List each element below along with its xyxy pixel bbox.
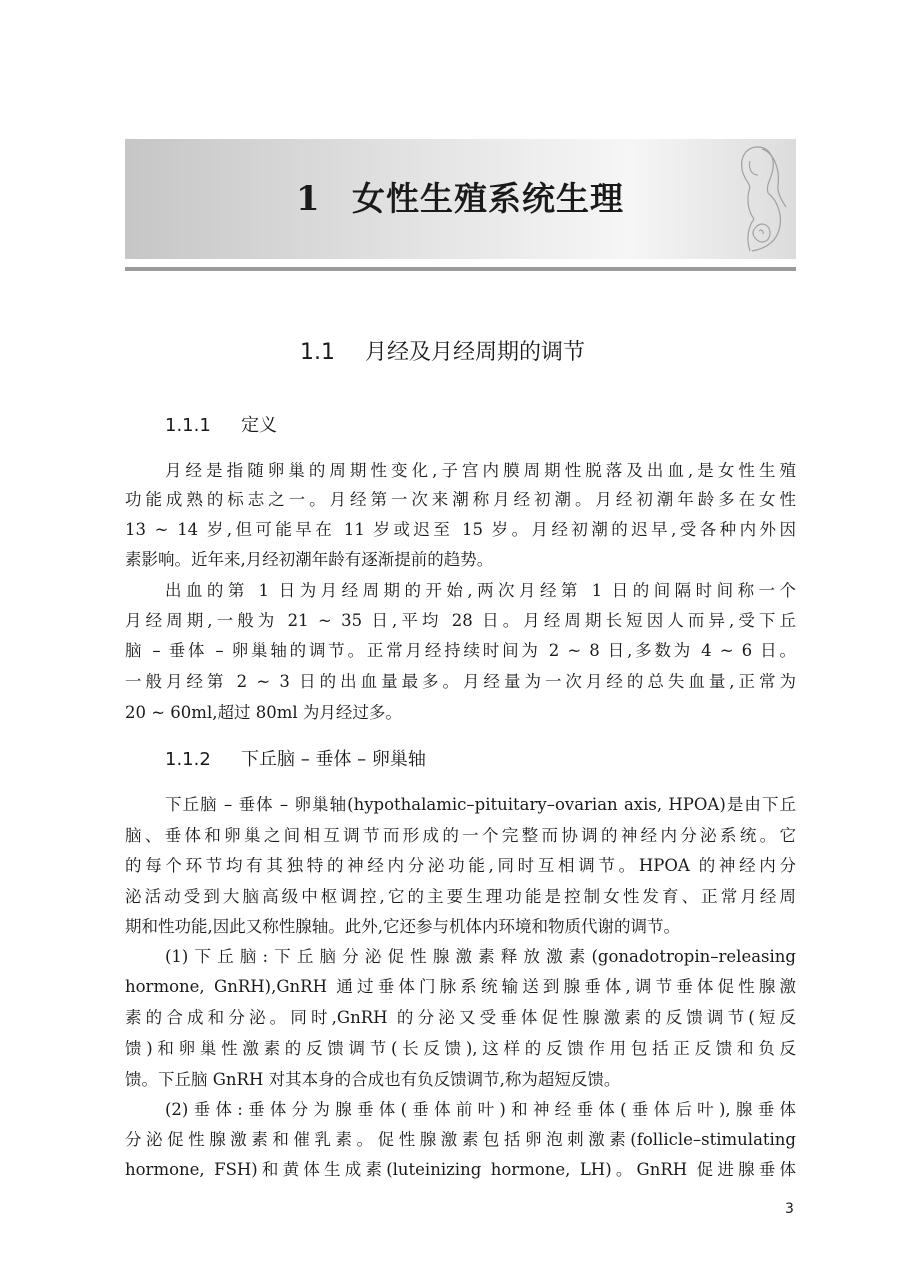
paragraph-line: 素影响。近年来,月经初潮年龄有逐渐提前的趋势。 [125,550,494,569]
paragraph-line: 的每个环节均有其独特的神经内分泌功能,同时互相调节。HPOA 的神经内分 [125,856,796,875]
subsection-title: 下丘脑 – 垂体 – 卵巢轴 [241,749,426,770]
section-heading [300,336,585,370]
paragraph-line: 馈)和卵巢性激素的反馈调节(长反馈),这样的反馈作用包括正反馈和负反 [125,1039,796,1058]
paragraph-line: 20 ~ 60ml,超过 80ml 为月经过多。 [125,703,402,722]
chapter-number: 1 [296,179,320,219]
paragraph-line: 出血的第 1 日为月经周期的开始,两次月经第 1 日的间隔时间称一个 [165,581,796,600]
chapter-title: 女性生殖系统生理 [352,179,624,218]
paragraph-line: 脑、垂体和卵巢之间相互调节而形成的一个完整而协调的神经内分泌系统。它 [125,826,796,845]
subsection-title: 定义 [241,415,277,436]
paragraph-line: 馈。下丘脑 GnRH 对其本身的合成也有负反馈调节,称为超短反馈。 [125,1070,621,1089]
subsection-heading [165,746,426,774]
paragraph-line: 分泌促性腺激素和催乳素。促性腺激素包括卵泡刺激素(follicle–stimulating [125,1130,796,1149]
paragraph-line: 功能成熟的标志之一。月经第一次来潮称月经初潮。月经初潮年龄多在女性 [125,490,796,509]
paragraph-line: hormone, GnRH),GnRH 通过垂体门脉系统输送到腺垂体,调节垂体促性腺激 [125,977,796,996]
paragraph-line: 期和性功能,因此又称性腺轴。此外,它还参与机体内环境和物质代谢的调节。 [125,917,680,936]
paragraph-line: 下丘脑 – 垂体 – 卵巢轴(hypothalamic–pituitary–ovarian axis, HPOA)是由下丘 [165,795,796,814]
paragraph-line: 一般月经第 2 ~ 3 日的出血量最多。月经量为一次月经的总失血量,正常为 [125,672,796,691]
paragraph-line: (1)下丘脑:下丘脑分泌促性腺激素释放激素(gonadotropin–releasing [165,947,796,966]
paragraph-line: 脑 – 垂体 – 卵巢轴的调节。正常月经持续时间为 2 ~ 8 日,多数为 4 ~ 6 日。 [125,641,796,660]
page-number: 3 [785,1201,794,1217]
subsection-heading [165,412,277,440]
subsection-number: 1.1.1 [165,415,211,436]
paragraph-line: 月经是指随卵巢的周期性变化,子宫内膜周期性脱落及出血,是女性生殖 [165,461,796,480]
subsection-number: 1.1.2 [165,749,211,770]
paragraph-line: 13 ~ 14 岁,但可能早在 11 岁或迟至 15 岁。月经初潮的迟早,受各种内外因 [125,520,796,539]
pregnant-woman-silhouette-icon [728,141,792,257]
paragraph-line: 泌活动受到大脑高级中枢调控,它的主要生理功能是控制女性发育、正常月经周 [125,887,796,906]
paragraph-line: (2)垂体:垂体分为腺垂体(垂体前叶)和神经垂体(垂体后叶),腺垂体 [165,1100,796,1119]
paragraph-line: hormone, FSH)和黄体生成素(luteinizing hormone, LH)。GnRH 促进腺垂体 [125,1160,796,1179]
section-number: 1.1 [300,340,335,365]
paragraph-line: 素的合成和分泌。同时,GnRH 的分泌又受垂体促性腺激素的反馈调节(短反 [125,1008,796,1027]
section-title: 月经及月经周期的调节 [365,340,586,365]
banner-divider [125,267,796,271]
paragraph-line: 月经周期,一般为 21 ~ 35 日,平均 28 日。月经周期长短因人而异,受下丘 [125,611,796,630]
